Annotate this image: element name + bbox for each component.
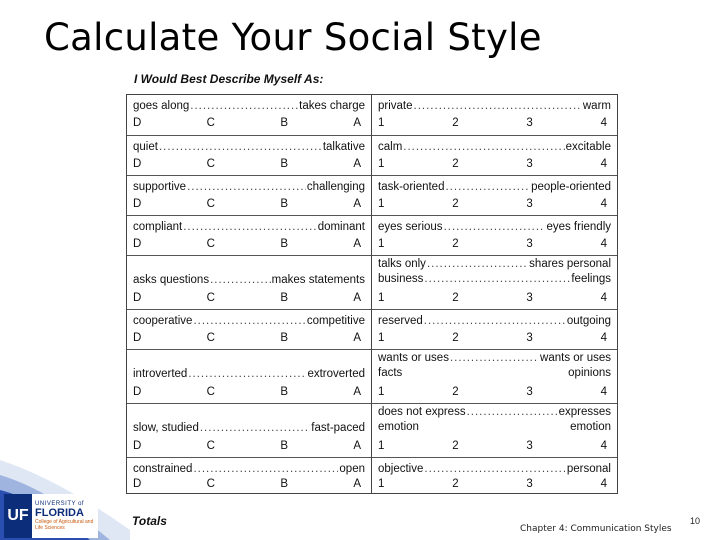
rating-option: 3 [526,292,533,304]
left-item-row [127,215,371,255]
descriptor-high: wants or uses [540,352,611,364]
descriptor-low-cont: facts [378,367,403,379]
left-rating-scale [133,332,361,344]
right-item-row [372,457,617,495]
right-item-row [372,175,617,215]
left-rating-scale [133,440,361,452]
leader-dots [424,315,566,327]
right-descriptor-pair [378,100,611,112]
descriptor-low: goes along [133,100,190,112]
left-item-row [127,135,371,175]
descriptor-high-cont: feelings [571,273,611,285]
leader-dots [188,368,306,380]
rating-option: A [353,332,361,344]
rating-option: A [353,478,361,490]
rating-option: B [280,198,288,210]
right-column [372,95,617,493]
uf-wordmark-line3: College of Agricultural and Life Sciences [35,519,94,531]
descriptor-high-cont: opinions [568,367,611,379]
rating-option: A [353,117,361,129]
rating-option: 2 [452,478,459,490]
uf-wordmark-line2: FLORIDA [35,507,84,519]
descriptor-high: talkative [322,141,365,153]
rating-option: A [353,238,361,250]
right-descriptor-pair [378,181,611,193]
rating-option: C [206,158,215,170]
rating-option: B [280,238,288,250]
totals-label: Totals [132,514,167,528]
leader-dots [183,221,316,233]
right-descriptor-pair [378,315,611,327]
right-rating-scale [378,238,607,250]
rating-option: 3 [526,198,533,210]
rating-option: 4 [600,198,607,210]
leader-dots [190,100,298,112]
descriptor-low: private [378,100,413,112]
right-rating-scale [378,478,607,490]
rating-option: 2 [452,198,459,210]
rating-option: 1 [378,332,385,344]
right-rating-scale [378,158,607,170]
left-descriptor-pair [133,141,365,153]
rating-option: 1 [378,386,385,398]
leader-dots [200,422,310,434]
right-rating-scale [378,386,607,398]
rating-option: C [206,440,215,452]
descriptor-high: warm [582,100,611,112]
rating-option: 2 [452,238,459,250]
rating-option: C [206,198,215,210]
right-item-row [372,255,617,309]
descriptor-low: asks questions [133,274,210,286]
descriptor-low: constrained [133,463,193,475]
rating-option: 2 [452,440,459,452]
right-item-row [372,215,617,255]
rating-option: D [133,440,142,452]
descriptor-low-cont: emotion [378,421,419,433]
descriptor-high: competitive [306,315,365,327]
rating-option: 3 [526,440,533,452]
right-descriptor-pair-continued [378,273,611,285]
form-subheading [134,72,323,86]
rating-option: B [280,386,288,398]
rating-option: 3 [526,478,533,490]
left-descriptor-pair [133,274,365,286]
left-descriptor-pair [133,100,365,112]
left-item-row [127,349,371,403]
rating-option: 2 [452,332,459,344]
rating-option: A [353,158,361,170]
rating-option: 4 [600,292,607,304]
leader-dots [210,274,271,286]
rating-option: 3 [526,332,533,344]
rating-option: A [353,198,361,210]
left-item-row [127,175,371,215]
left-rating-scale [133,158,361,170]
rating-option: D [133,386,142,398]
right-rating-scale [378,440,607,452]
rating-option: 4 [600,478,607,490]
descriptor-high: personal [566,463,611,475]
descriptor-high: challenging [306,181,365,193]
rating-option: 4 [600,238,607,250]
rating-option: B [280,478,288,490]
rating-option: A [353,386,361,398]
left-descriptor-pair [133,181,365,193]
uf-wordmark [32,494,98,538]
left-item-row [127,309,371,349]
rating-option: 3 [526,238,533,250]
social-style-form [126,94,618,494]
rating-option: 1 [378,198,385,210]
rating-option: 2 [452,386,459,398]
rating-option: C [206,332,215,344]
descriptor-high: eyes friendly [546,221,611,233]
descriptor-low: wants or uses [378,352,449,364]
left-rating-scale [133,292,361,304]
left-column [127,95,372,493]
left-descriptor-pair [133,221,365,233]
descriptor-high: outgoing [566,315,611,327]
leader-dots [193,315,305,327]
descriptor-high: expresses [558,406,611,418]
left-descriptor-pair [133,463,365,475]
right-rating-scale [378,292,607,304]
descriptor-low: cooperative [133,315,193,327]
right-descriptor-pair [378,221,611,233]
descriptor-low: reserved [378,315,423,327]
descriptor-low: eyes serious [378,221,443,233]
rating-option: B [280,332,288,344]
rating-option: 2 [452,117,459,129]
left-rating-scale [133,386,361,398]
rating-option: B [280,158,288,170]
descriptor-low: introverted [133,368,188,380]
rating-option: 3 [526,117,533,129]
rating-option: 4 [600,440,607,452]
leader-dots [444,221,546,233]
rating-option: 3 [526,158,533,170]
page-number: 10 [690,516,701,526]
leader-dots [467,406,558,418]
rating-option: 1 [378,117,385,129]
descriptor-high: makes statements [271,274,365,286]
rating-option: C [206,238,215,250]
descriptor-high: shares personal [529,258,611,270]
right-descriptor-pair [378,141,611,153]
leader-dots [159,141,322,153]
rating-option: B [280,117,288,129]
right-descriptor-pair [378,463,611,475]
descriptor-low: task-oriented [378,181,445,193]
left-descriptor-pair [133,422,365,434]
rating-option: C [206,386,215,398]
page-title: Calculate Your Social Style [44,16,542,59]
descriptor-high-cont: emotion [570,421,611,433]
descriptor-high: takes charge [299,100,365,112]
rating-option: B [280,440,288,452]
descriptor-low-cont: business [378,273,424,285]
descriptor-low: quiet [133,141,158,153]
descriptor-low: slow, studied [133,422,199,434]
rating-option: 3 [526,386,533,398]
right-descriptor-pair [378,406,611,418]
leader-dots [450,352,539,364]
left-item-row [127,403,371,457]
rating-option: 1 [378,440,385,452]
rating-option: 4 [600,117,607,129]
rating-option: 4 [600,158,607,170]
left-rating-scale [133,478,361,490]
left-descriptor-pair [133,315,365,327]
rating-option: 2 [452,158,459,170]
rating-option: 4 [600,332,607,344]
right-descriptor-pair-continued [378,367,611,379]
descriptor-low: calm [378,141,403,153]
leader-dots [427,258,528,270]
rating-option: C [206,292,215,304]
descriptor-low: supportive [133,181,187,193]
rating-option: D [133,158,142,170]
right-item-row [372,95,617,135]
descriptor-high: dominant [317,221,365,233]
descriptor-high: open [339,463,365,475]
descriptor-low: does not express [378,406,466,418]
right-item-row [372,309,617,349]
uf-wordmark-line1: UNIVERSITY of [35,501,85,507]
right-descriptor-pair-continued [378,421,611,433]
right-rating-scale [378,198,607,210]
rating-option: D [133,332,142,344]
rating-option: D [133,478,142,490]
rating-option: D [133,198,142,210]
rating-option: C [206,117,215,129]
rating-option: D [133,117,142,129]
leader-dots [193,463,338,475]
descriptor-low: talks only [378,258,426,270]
right-descriptor-pair [378,352,611,364]
uf-logo [4,494,98,538]
left-rating-scale [133,117,361,129]
descriptor-low: objective [378,463,424,475]
descriptor-high: extroverted [307,368,365,380]
rating-option: 1 [378,478,385,490]
chapter-label: Chapter 4: Communication Styles [520,524,672,534]
rating-option: 1 [378,292,385,304]
right-item-row [372,135,617,175]
right-item-row [372,403,617,457]
left-item-row [127,95,371,135]
left-item-row [127,255,371,309]
rating-option: 2 [452,292,459,304]
uf-mark: UF [4,494,32,538]
leader-dots [187,181,306,193]
leader-dots [403,141,564,153]
left-item-row [127,457,371,495]
rating-option: 1 [378,238,385,250]
rating-option: A [353,292,361,304]
leader-dots [414,100,582,112]
descriptor-high: excitable [565,141,611,153]
rating-option: D [133,292,142,304]
right-rating-scale [378,117,607,129]
left-rating-scale [133,238,361,250]
descriptor-high: people-oriented [531,181,611,193]
left-rating-scale [133,198,361,210]
rating-option: 1 [378,158,385,170]
right-rating-scale [378,332,607,344]
left-descriptor-pair [133,368,365,380]
rating-option: A [353,440,361,452]
subheading-text: I Would Best Describe Myself As: [134,72,324,86]
right-item-row [372,349,617,403]
rating-option: 4 [600,386,607,398]
leader-dots [424,273,570,285]
descriptor-high: fast-paced [311,422,365,434]
leader-dots [424,463,565,475]
right-descriptor-pair [378,258,611,270]
rating-option: C [206,478,215,490]
descriptor-low: compliant [133,221,183,233]
leader-dots [445,181,530,193]
rating-option: B [280,292,288,304]
rating-option: D [133,238,142,250]
